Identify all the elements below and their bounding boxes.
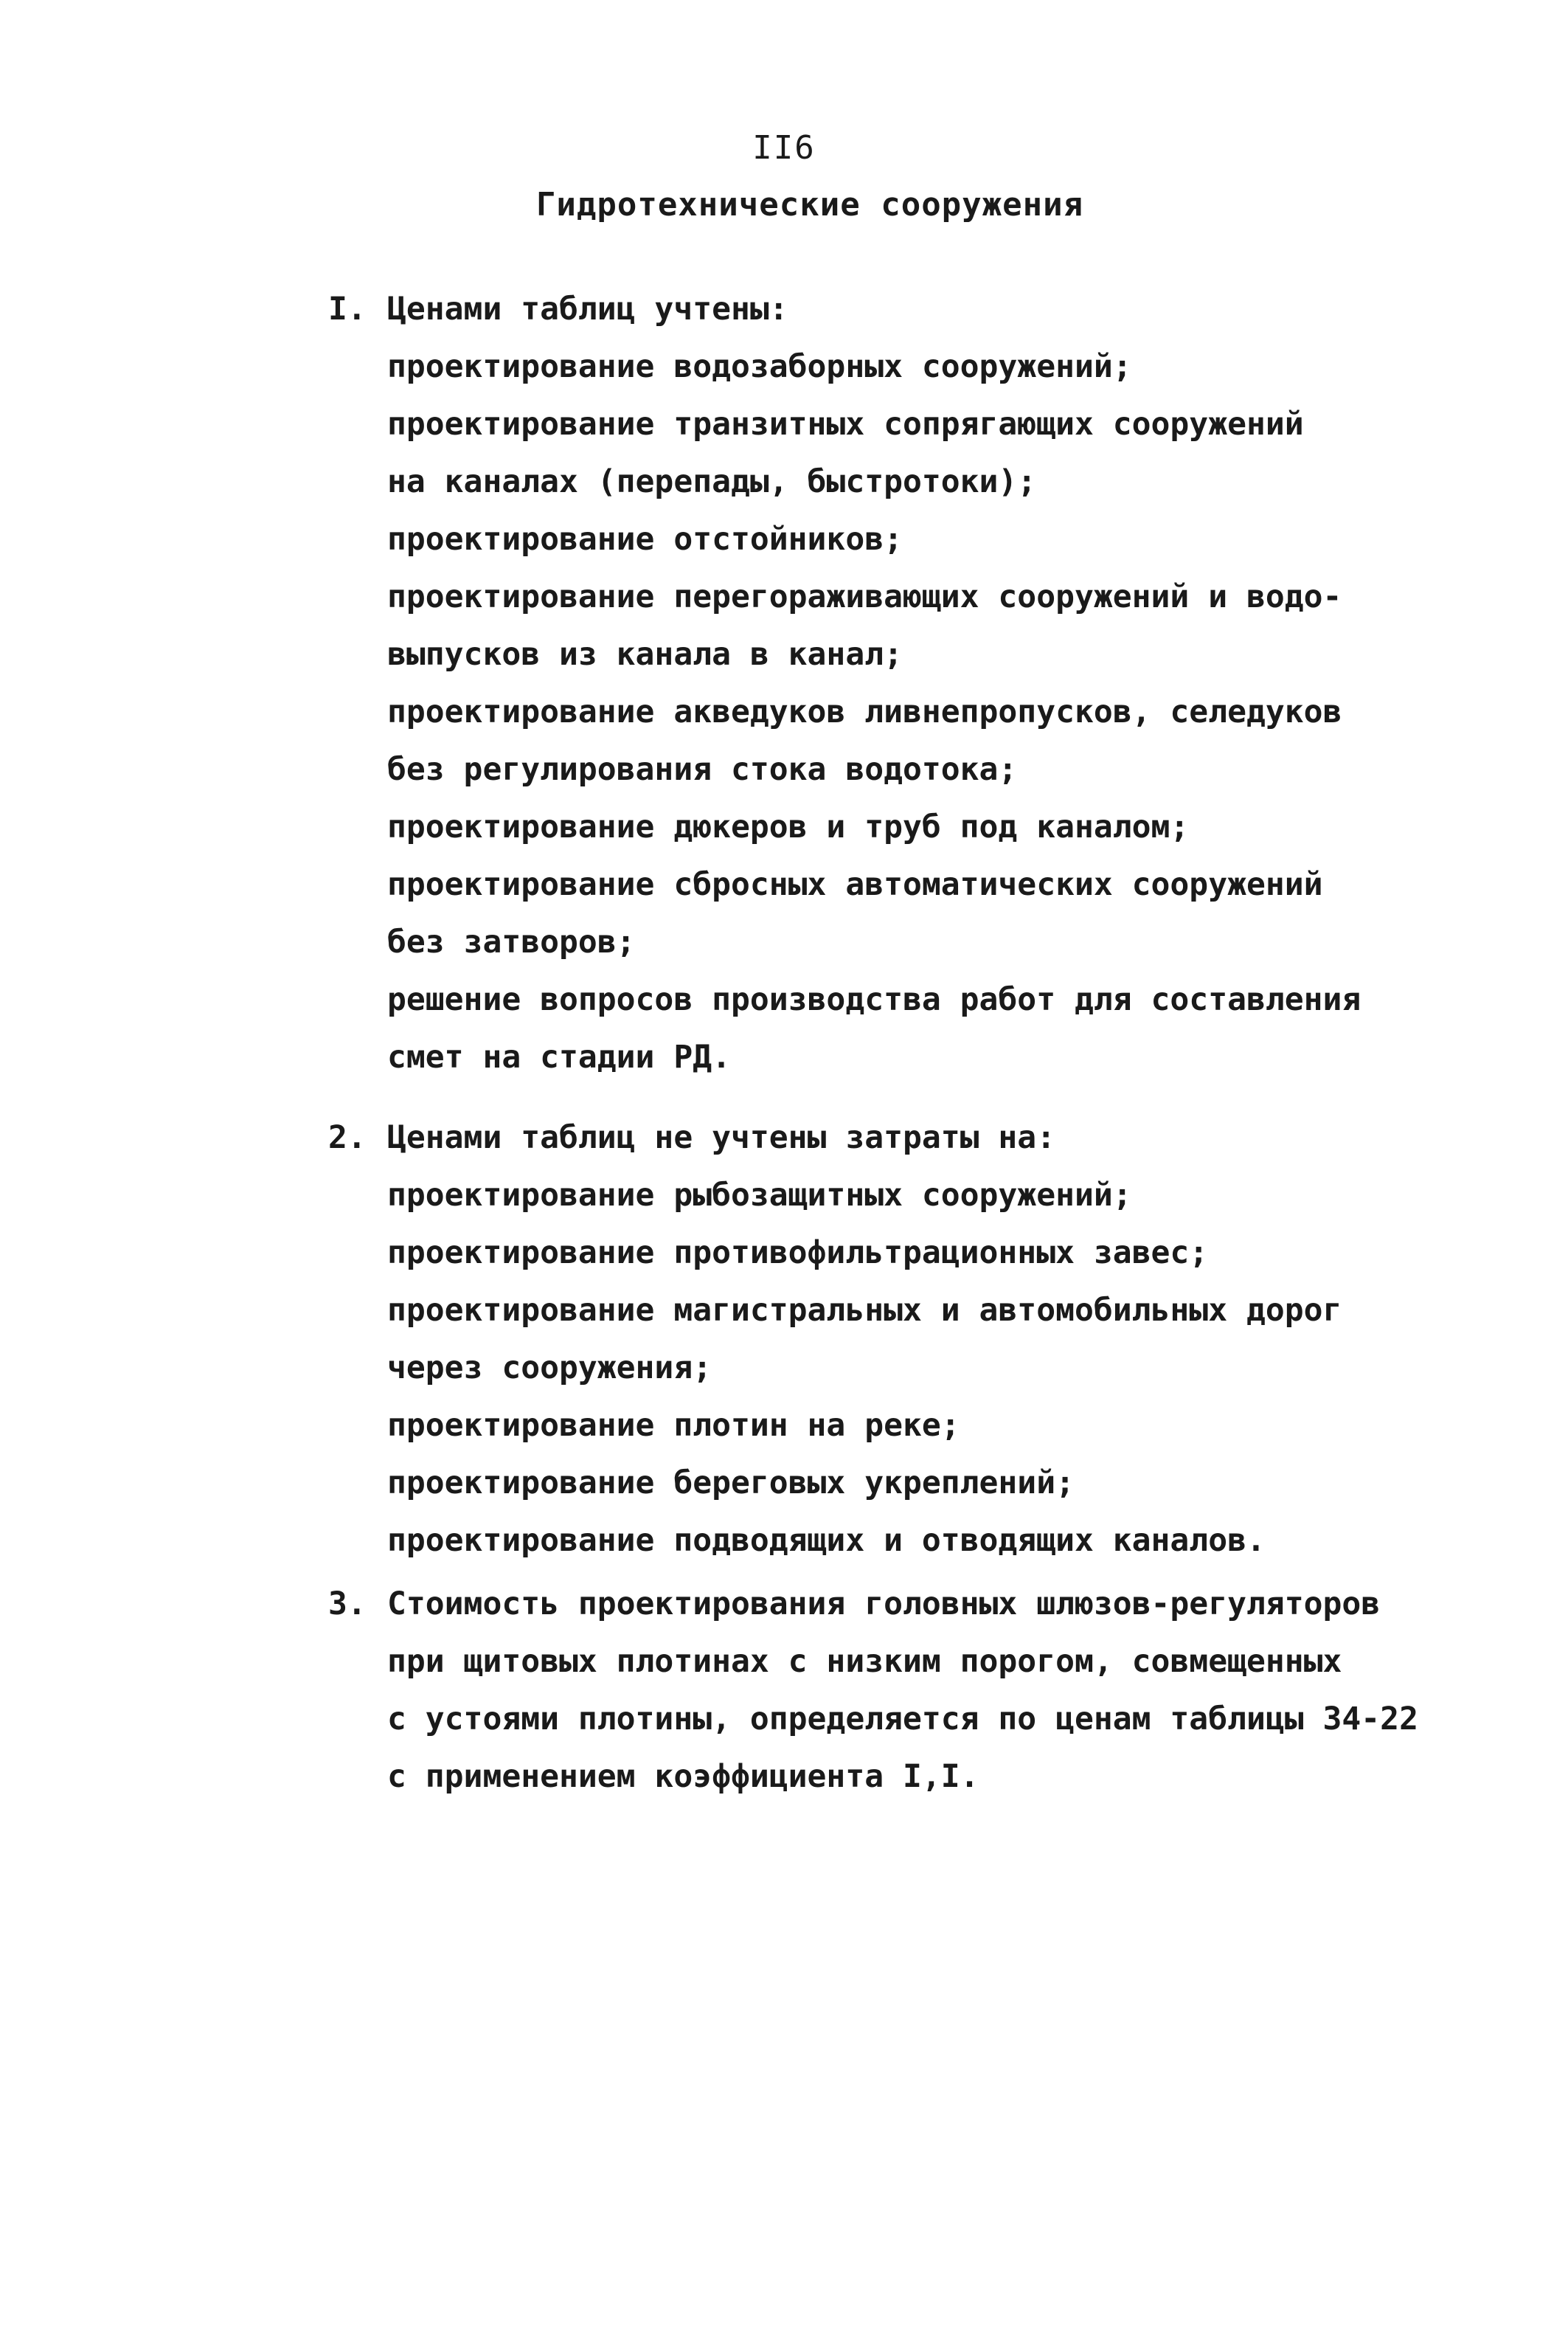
list-item: проектирование транзитных сопрягающих сооружений <box>387 406 1304 443</box>
section-2 <box>328 1109 1435 1569</box>
section-1 <box>328 280 1435 1086</box>
list-item: проектирование магистральных и автомобильных дорог <box>387 1292 1342 1329</box>
list-item: без регулирования стока водотока; <box>387 751 1018 788</box>
section-number: 3. <box>328 1585 367 1622</box>
list-item: проектирование рыбозащитных сооружений; <box>387 1177 1132 1214</box>
list-item: проектирование перегораживающих сооружений и водо- <box>387 578 1342 615</box>
list-item: проектирование отстойников; <box>387 521 903 558</box>
page-number: II6 <box>752 129 816 167</box>
list-item: проектирование береговых укреплений; <box>387 1464 1075 1501</box>
section-3 <box>328 1575 1435 1805</box>
list-item: при щитовых плотинах с низким порогом, совмещенных <box>387 1643 1342 1680</box>
section-number: 2. <box>328 1119 367 1156</box>
section-number: I. <box>328 291 367 328</box>
section-heading-text: Стоимость проектирования головных шлюзов-регуляторов <box>387 1585 1381 1622</box>
section-heading-text: Ценами таблиц учтены: <box>387 291 788 328</box>
list-item: без затворов; <box>387 924 636 961</box>
list-item: проектирование плотин на реке; <box>387 1407 960 1444</box>
list-item: выпусков из канала в канал; <box>387 636 903 673</box>
list-item: проектирование дюкеров и труб под каналом; <box>387 809 1190 845</box>
list-item: проектирование противофильтрационных завес; <box>387 1234 1209 1271</box>
list-item: проектирование акведуков ливнепропусков, селедуков <box>387 694 1342 730</box>
list-item: решение вопросов производства работ для составления <box>387 981 1361 1018</box>
page-title: Гидротехнические сооружения <box>535 186 1084 224</box>
list-item: смет на стадии РД. <box>387 1039 731 1076</box>
list-item: проектирование подводящих и отводящих каналов. <box>387 1522 1266 1559</box>
list-item: с применением коэффициента I,I. <box>387 1758 979 1795</box>
list-item: с устоями плотины, определяется по ценам таблицы 34-22 <box>387 1701 1418 1737</box>
list-item: на каналах (перепады, быстротоки); <box>387 463 1037 500</box>
list-item: через сооружения; <box>387 1349 712 1386</box>
list-item: проектирование водозаборных сооружений; <box>387 348 1132 385</box>
section-heading <box>328 1109 1435 1166</box>
section-heading <box>328 280 1435 338</box>
section-heading-text: Ценами таблиц не учтены затраты на: <box>387 1119 1056 1156</box>
section-heading <box>328 1575 1435 1633</box>
list-item: проектирование сбросных автоматических сооружений <box>387 866 1323 903</box>
